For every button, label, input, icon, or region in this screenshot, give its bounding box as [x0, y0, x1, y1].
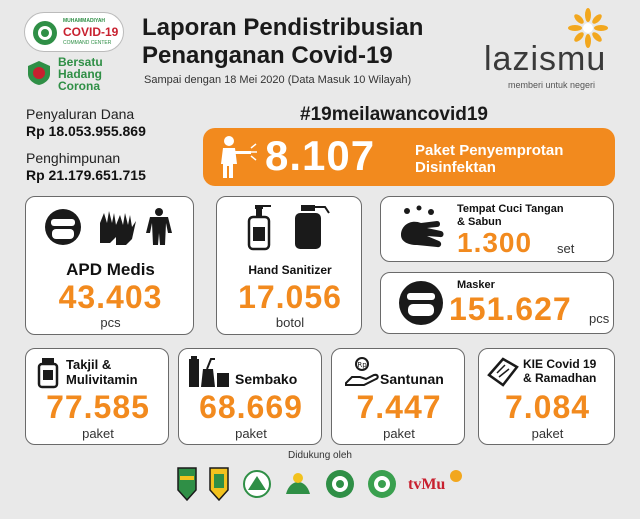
sembako-unit: paket [235, 426, 267, 441]
leaflet-icon [487, 355, 519, 387]
apd-unit: pcs [100, 315, 121, 330]
masker-unit: pcs [589, 311, 610, 326]
collection-label: Penghimpunan [26, 150, 121, 166]
handwash-card [380, 196, 614, 262]
santunan-card [331, 348, 465, 445]
muhammadiyah-sun-icon [31, 19, 59, 47]
santunan-unit: paket [383, 426, 415, 441]
distribution-value: Rp 18.053.955.869 [26, 123, 146, 139]
handwash-value: 1.300 [457, 227, 533, 258]
supported-by-label: Didukung oleh [288, 450, 352, 461]
gloves-icon [94, 207, 138, 247]
page-title-line-2: Penanganan Covid-19 [142, 42, 393, 69]
spray-label-line-2: Disinfektan [415, 159, 496, 176]
badge-sub-text: COMMAND CENTER [63, 40, 112, 46]
kie-value: 7.084 [504, 389, 591, 425]
mask-face-icon [397, 279, 445, 327]
sanitizer-bottle-icon [245, 203, 273, 251]
takjil-card [25, 348, 169, 445]
masker-label: Masker [457, 279, 495, 291]
sembako-value: 68.669 [199, 389, 303, 425]
vitamin-bottle-icon [36, 357, 62, 389]
collection-value: Rp 21.179.651.715 [26, 167, 146, 183]
sponsor-emblem-icon-3 [242, 468, 272, 500]
kie-card [478, 348, 615, 445]
hand-sanitizer-card [216, 196, 362, 335]
tvmu-logo: tvMu [408, 476, 446, 493]
takjil-unit: paket [82, 426, 114, 441]
brand-tagline: memberi untuk negeri [508, 80, 596, 90]
sponsor-sun-icon-6 [366, 468, 398, 500]
sembako-card [178, 348, 322, 445]
handwash-unit: set [557, 241, 575, 256]
kie-label-line-2: & Ramadhan [523, 371, 597, 385]
distribution-label: Penyaluran Dana [26, 106, 135, 122]
spray-value: 8.107 [265, 132, 376, 179]
santunan-label: Santunan [380, 371, 444, 387]
kie-unit: paket [531, 426, 564, 441]
sprayer-person-icon [215, 134, 257, 180]
covid-command-center-badge [24, 12, 124, 52]
hazmat-suit-icon [144, 207, 174, 247]
tvmu-sun-icon [448, 468, 464, 484]
masker-value: 151.627 [449, 291, 572, 327]
apd-value: 43.403 [58, 279, 163, 315]
takjil-label-line-1: Takjil & [66, 357, 112, 372]
badge-org-text: MUHAMMADIYAH [63, 18, 106, 24]
sponsor-emblem-icon-4 [282, 468, 314, 500]
santunan-value: 7.447 [356, 389, 442, 425]
apd-medis-card [25, 196, 194, 335]
washing-hands-icon [397, 205, 445, 255]
takjil-value: 77.585 [46, 389, 150, 425]
handwash-label-line-2: & Sabun [457, 216, 502, 228]
sponsor-shield-icon-1 [176, 466, 198, 502]
takjil-label-line-2: Mulivitamin [66, 372, 138, 387]
sembako-label: Sembako [235, 371, 298, 387]
svg-text:Rp: Rp [357, 361, 367, 369]
page-subtitle: Sampai dengan 18 Mei 2020 (Data Masuk 10 Wilayah) [144, 74, 412, 86]
bersatu-icon [26, 60, 52, 86]
slogan-line-1: Bersatu [58, 55, 103, 69]
brand-name: lazismu [484, 40, 607, 78]
slogan-line-2: Hadang [58, 67, 103, 81]
spray-label-line-1: Paket Penyemprotan [415, 142, 564, 159]
sponsor-shield-icon-2 [208, 466, 230, 502]
hashtag: #19meilawancovid19 [300, 104, 488, 125]
kie-label-line-1: KIE Covid 19 [523, 357, 597, 371]
masker-card [380, 272, 614, 334]
face-mask-person-icon [42, 207, 84, 247]
page-title-line-1: Laporan Pendistribusian [142, 14, 424, 41]
sanitizer-label: Hand Sanitizer [248, 263, 332, 277]
spray-banner [203, 128, 615, 186]
sponsor-sun-icon-5 [324, 468, 356, 500]
sponsor-logos [176, 466, 472, 506]
handwash-label-line-1: Tempat Cuci Tangan [457, 203, 564, 215]
badge-title-text: COVID-19 [63, 25, 119, 39]
giving-hand-icon [344, 357, 380, 387]
sanitizer-value: 17.056 [238, 279, 342, 315]
groceries-icon [187, 355, 231, 389]
sanitizer-unit: botol [275, 315, 305, 330]
spray-bottle-icon [289, 203, 333, 251]
apd-label: APD Medis [66, 260, 155, 279]
slogan-line-3: Corona [58, 79, 100, 93]
